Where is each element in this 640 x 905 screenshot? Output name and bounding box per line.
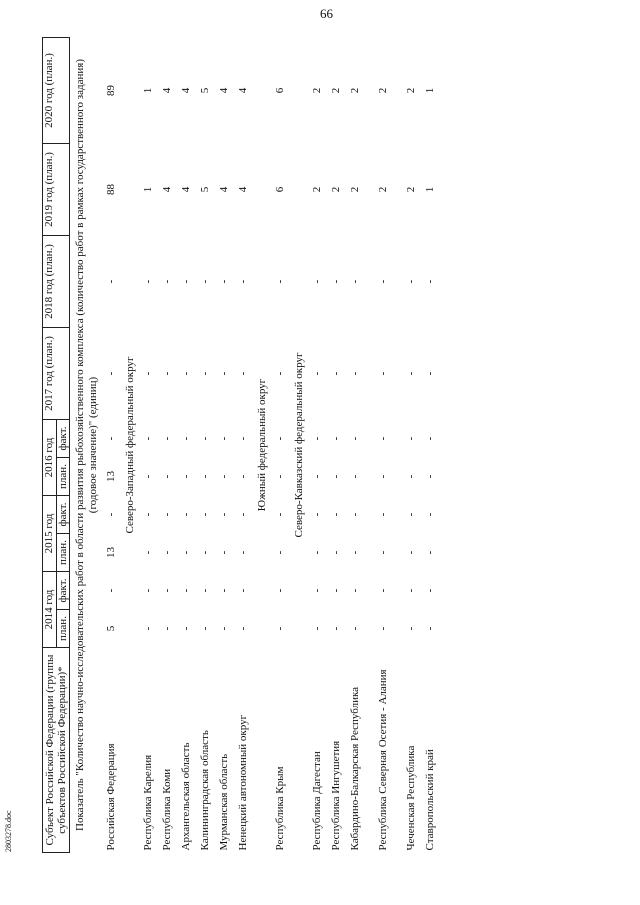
region-name: Калининградская область bbox=[198, 730, 211, 851]
subheader-fact: факт. bbox=[56, 496, 70, 534]
value-cell: - bbox=[404, 626, 417, 631]
value-cell: - bbox=[179, 588, 192, 593]
value-cell: - bbox=[329, 436, 342, 441]
subject-column-header: Субъект Российской Федерации (группы субъектов Российской Федерации)* bbox=[43, 648, 70, 853]
value-cell: 2 bbox=[404, 186, 417, 193]
table-body bbox=[70, 38, 443, 853]
value-cell: 4 bbox=[160, 87, 173, 94]
subheader-fact: факт. bbox=[56, 572, 70, 610]
value-cell: - bbox=[236, 474, 249, 479]
value-cell: - bbox=[404, 588, 417, 593]
value-cell: 1 bbox=[141, 186, 154, 193]
value-cell: 2 bbox=[329, 186, 342, 193]
federal-district-label: Северо-Кавказский федеральный округ bbox=[292, 352, 305, 538]
value-cell: - bbox=[376, 588, 389, 593]
table-row bbox=[274, 38, 293, 853]
plan-year-header-2020: 2020 год (план.) bbox=[43, 38, 70, 144]
value-cell: - bbox=[179, 512, 192, 517]
page-number: 66 bbox=[320, 6, 333, 21]
table-row bbox=[142, 38, 161, 853]
value-cell: 4 bbox=[179, 87, 192, 94]
value-cell: 4 bbox=[236, 186, 249, 193]
value-cell: - bbox=[423, 436, 436, 441]
value-cell: - bbox=[404, 512, 417, 517]
value-cell: - bbox=[160, 436, 173, 441]
value-cell: - bbox=[404, 550, 417, 555]
table-row bbox=[180, 38, 199, 853]
region-name: Архангельская область bbox=[179, 742, 192, 851]
table-header bbox=[43, 38, 70, 853]
value-cell: - bbox=[423, 474, 436, 479]
value-cell: - bbox=[141, 279, 154, 284]
value-cell: 88 bbox=[104, 184, 117, 195]
value-cell: 5 bbox=[198, 87, 211, 94]
value-cell: - bbox=[273, 279, 286, 284]
value-cell: - bbox=[236, 436, 249, 441]
value-cell: - bbox=[310, 588, 323, 593]
value-cell: - bbox=[329, 512, 342, 517]
value-cell: 4 bbox=[217, 186, 230, 193]
value-cell: 6 bbox=[273, 87, 286, 94]
subheader-plan: план. bbox=[56, 610, 70, 648]
value-cell: - bbox=[141, 588, 154, 593]
value-cell: - bbox=[236, 279, 249, 284]
value-cell: - bbox=[179, 279, 192, 284]
value-cell: - bbox=[423, 550, 436, 555]
value-cell: 4 bbox=[217, 87, 230, 94]
federal-district-label: Южный федеральный округ bbox=[255, 378, 268, 512]
value-cell: - bbox=[273, 371, 286, 376]
document-filename: 2803278.doc bbox=[4, 810, 13, 852]
value-cell: 4 bbox=[236, 87, 249, 94]
value-cell: - bbox=[160, 588, 173, 593]
value-cell: 1 bbox=[423, 186, 436, 193]
value-cell: 2 bbox=[404, 87, 417, 94]
value-cell: - bbox=[217, 626, 230, 631]
value-cell: - bbox=[198, 474, 211, 479]
value-cell: - bbox=[310, 550, 323, 555]
value-cell: - bbox=[404, 371, 417, 376]
value-cell: 5 bbox=[104, 625, 117, 632]
value-cell: - bbox=[273, 588, 286, 593]
value-cell: - bbox=[160, 626, 173, 631]
value-cell: - bbox=[104, 588, 117, 593]
plan-year-header-2019: 2019 год (план.) bbox=[43, 144, 70, 236]
value-cell: - bbox=[273, 436, 286, 441]
value-cell: - bbox=[160, 550, 173, 555]
value-cell: - bbox=[329, 588, 342, 593]
value-cell: - bbox=[376, 371, 389, 376]
region-name: Чеченская Республика bbox=[404, 745, 417, 851]
value-cell: 2 bbox=[310, 87, 323, 94]
plan-year-header-2018: 2018 год (план.) bbox=[43, 236, 70, 328]
plan-year-header-2017: 2017 год (план.) bbox=[43, 328, 70, 420]
region-name: Республика Дагестан bbox=[310, 751, 323, 851]
federal-district-row bbox=[124, 38, 142, 853]
value-cell: - bbox=[273, 626, 286, 631]
value-cell: - bbox=[423, 512, 436, 517]
value-cell: - bbox=[217, 474, 230, 479]
subheader-plan: план. bbox=[56, 534, 70, 572]
value-cell: - bbox=[141, 626, 154, 631]
value-cell: 4 bbox=[179, 186, 192, 193]
value-cell: - bbox=[404, 436, 417, 441]
value-cell: - bbox=[104, 371, 117, 376]
value-cell: - bbox=[423, 588, 436, 593]
value-cell: - bbox=[236, 626, 249, 631]
value-cell: - bbox=[348, 588, 361, 593]
region-name: Мурманская область bbox=[217, 753, 230, 851]
federal-district-row bbox=[256, 38, 274, 853]
year-header-2014: 2014 год bbox=[43, 572, 57, 648]
value-cell: 13 bbox=[104, 471, 117, 482]
value-cell: - bbox=[348, 626, 361, 631]
value-cell: - bbox=[217, 436, 230, 441]
value-cell: - bbox=[160, 512, 173, 517]
value-cell: - bbox=[141, 371, 154, 376]
value-cell: - bbox=[198, 279, 211, 284]
value-cell: - bbox=[160, 474, 173, 479]
value-cell: - bbox=[404, 474, 417, 479]
value-cell: - bbox=[348, 371, 361, 376]
value-cell: - bbox=[217, 512, 230, 517]
region-name: Российская Федерация bbox=[104, 743, 117, 851]
indicator-caption: Показатель "Количество научно-исследовательских работ в области развития рыбохозяйственного комплекса (количество работ в рамках государственного задания) (годовое значение)" (единиц) bbox=[74, 59, 100, 831]
table-row bbox=[424, 38, 443, 853]
value-cell: - bbox=[160, 371, 173, 376]
value-cell: - bbox=[273, 512, 286, 517]
value-cell: - bbox=[348, 474, 361, 479]
value-cell: 6 bbox=[273, 186, 286, 193]
region-name: Кабардино-Балкарская Республика bbox=[348, 686, 361, 851]
value-cell: - bbox=[236, 550, 249, 555]
value-cell: - bbox=[348, 436, 361, 441]
value-cell: - bbox=[310, 626, 323, 631]
value-cell: - bbox=[198, 626, 211, 631]
table-row bbox=[349, 38, 377, 853]
value-cell: - bbox=[217, 588, 230, 593]
federal-district-label: Северо-Западный федеральный округ bbox=[123, 356, 136, 534]
value-cell: - bbox=[329, 371, 342, 376]
value-cell: - bbox=[236, 588, 249, 593]
value-cell: 2 bbox=[348, 87, 361, 94]
value-cell: 13 bbox=[104, 547, 117, 558]
value-cell: - bbox=[141, 474, 154, 479]
value-cell: - bbox=[236, 512, 249, 517]
value-cell: - bbox=[423, 279, 436, 284]
value-cell: - bbox=[376, 474, 389, 479]
value-cell: 2 bbox=[348, 186, 361, 193]
value-cell: - bbox=[217, 550, 230, 555]
region-name: Республика Северная Осетия - Алания bbox=[376, 669, 389, 851]
value-cell: - bbox=[310, 436, 323, 441]
value-cell: - bbox=[141, 550, 154, 555]
value-cell: 5 bbox=[198, 186, 211, 193]
value-cell: - bbox=[217, 371, 230, 376]
table-row bbox=[237, 38, 256, 853]
value-cell: - bbox=[310, 474, 323, 479]
region-name: Республика Ингушетия bbox=[329, 740, 342, 851]
table-row bbox=[105, 38, 124, 853]
value-cell: - bbox=[104, 512, 117, 517]
indicator-table bbox=[42, 37, 443, 853]
value-cell: - bbox=[273, 550, 286, 555]
value-cell: - bbox=[376, 436, 389, 441]
value-cell: - bbox=[179, 474, 192, 479]
value-cell: - bbox=[160, 279, 173, 284]
value-cell: 1 bbox=[423, 87, 436, 94]
year-header-2015: 2015 год bbox=[43, 496, 57, 572]
subheader-fact: факт. bbox=[56, 420, 70, 458]
value-cell: - bbox=[310, 512, 323, 517]
value-cell: - bbox=[179, 550, 192, 555]
value-cell: - bbox=[104, 279, 117, 284]
table-row bbox=[218, 38, 237, 853]
value-cell: - bbox=[217, 279, 230, 284]
value-cell: - bbox=[423, 371, 436, 376]
value-cell: - bbox=[348, 279, 361, 284]
region-name: Ставропольский край bbox=[423, 749, 436, 851]
table-row bbox=[161, 38, 180, 853]
value-cell: - bbox=[198, 436, 211, 441]
value-cell: - bbox=[310, 279, 323, 284]
value-cell: - bbox=[104, 436, 117, 441]
value-cell: - bbox=[179, 626, 192, 631]
value-cell: - bbox=[236, 371, 249, 376]
value-cell: - bbox=[179, 436, 192, 441]
table-row bbox=[377, 38, 405, 853]
value-cell: - bbox=[198, 588, 211, 593]
region-name: Республика Карелия bbox=[141, 754, 154, 851]
value-cell: - bbox=[273, 474, 286, 479]
value-cell: - bbox=[329, 626, 342, 631]
federal-district-row bbox=[293, 38, 311, 853]
value-cell: 4 bbox=[160, 186, 173, 193]
year-header-2016: 2016 год bbox=[43, 420, 57, 496]
value-cell: - bbox=[348, 512, 361, 517]
table-row bbox=[311, 38, 330, 853]
value-cell: 2 bbox=[376, 186, 389, 193]
value-cell: 2 bbox=[310, 186, 323, 193]
value-cell: - bbox=[198, 371, 211, 376]
value-cell: - bbox=[348, 550, 361, 555]
value-cell: - bbox=[179, 371, 192, 376]
table-row bbox=[405, 38, 424, 853]
value-cell: - bbox=[198, 512, 211, 517]
value-cell: 1 bbox=[141, 87, 154, 94]
value-cell: - bbox=[376, 550, 389, 555]
value-cell: - bbox=[310, 371, 323, 376]
region-name: Ненецкий автономный округ bbox=[236, 714, 249, 851]
value-cell: 89 bbox=[104, 85, 117, 96]
value-cell: - bbox=[329, 550, 342, 555]
subheader-plan: план. bbox=[56, 458, 70, 496]
table-row bbox=[199, 38, 218, 853]
value-cell: - bbox=[423, 626, 436, 631]
value-cell: - bbox=[141, 512, 154, 517]
value-cell: 2 bbox=[376, 87, 389, 94]
value-cell: - bbox=[198, 550, 211, 555]
value-cell: 2 bbox=[329, 87, 342, 94]
value-cell: - bbox=[141, 436, 154, 441]
value-cell: - bbox=[404, 279, 417, 284]
value-cell: - bbox=[376, 512, 389, 517]
value-cell: - bbox=[376, 626, 389, 631]
region-name: Республика Коми bbox=[160, 768, 173, 851]
region-name: Республика Крым bbox=[273, 766, 286, 851]
value-cell: - bbox=[329, 279, 342, 284]
value-cell: - bbox=[376, 279, 389, 284]
value-cell: - bbox=[329, 474, 342, 479]
table-row bbox=[330, 38, 349, 853]
